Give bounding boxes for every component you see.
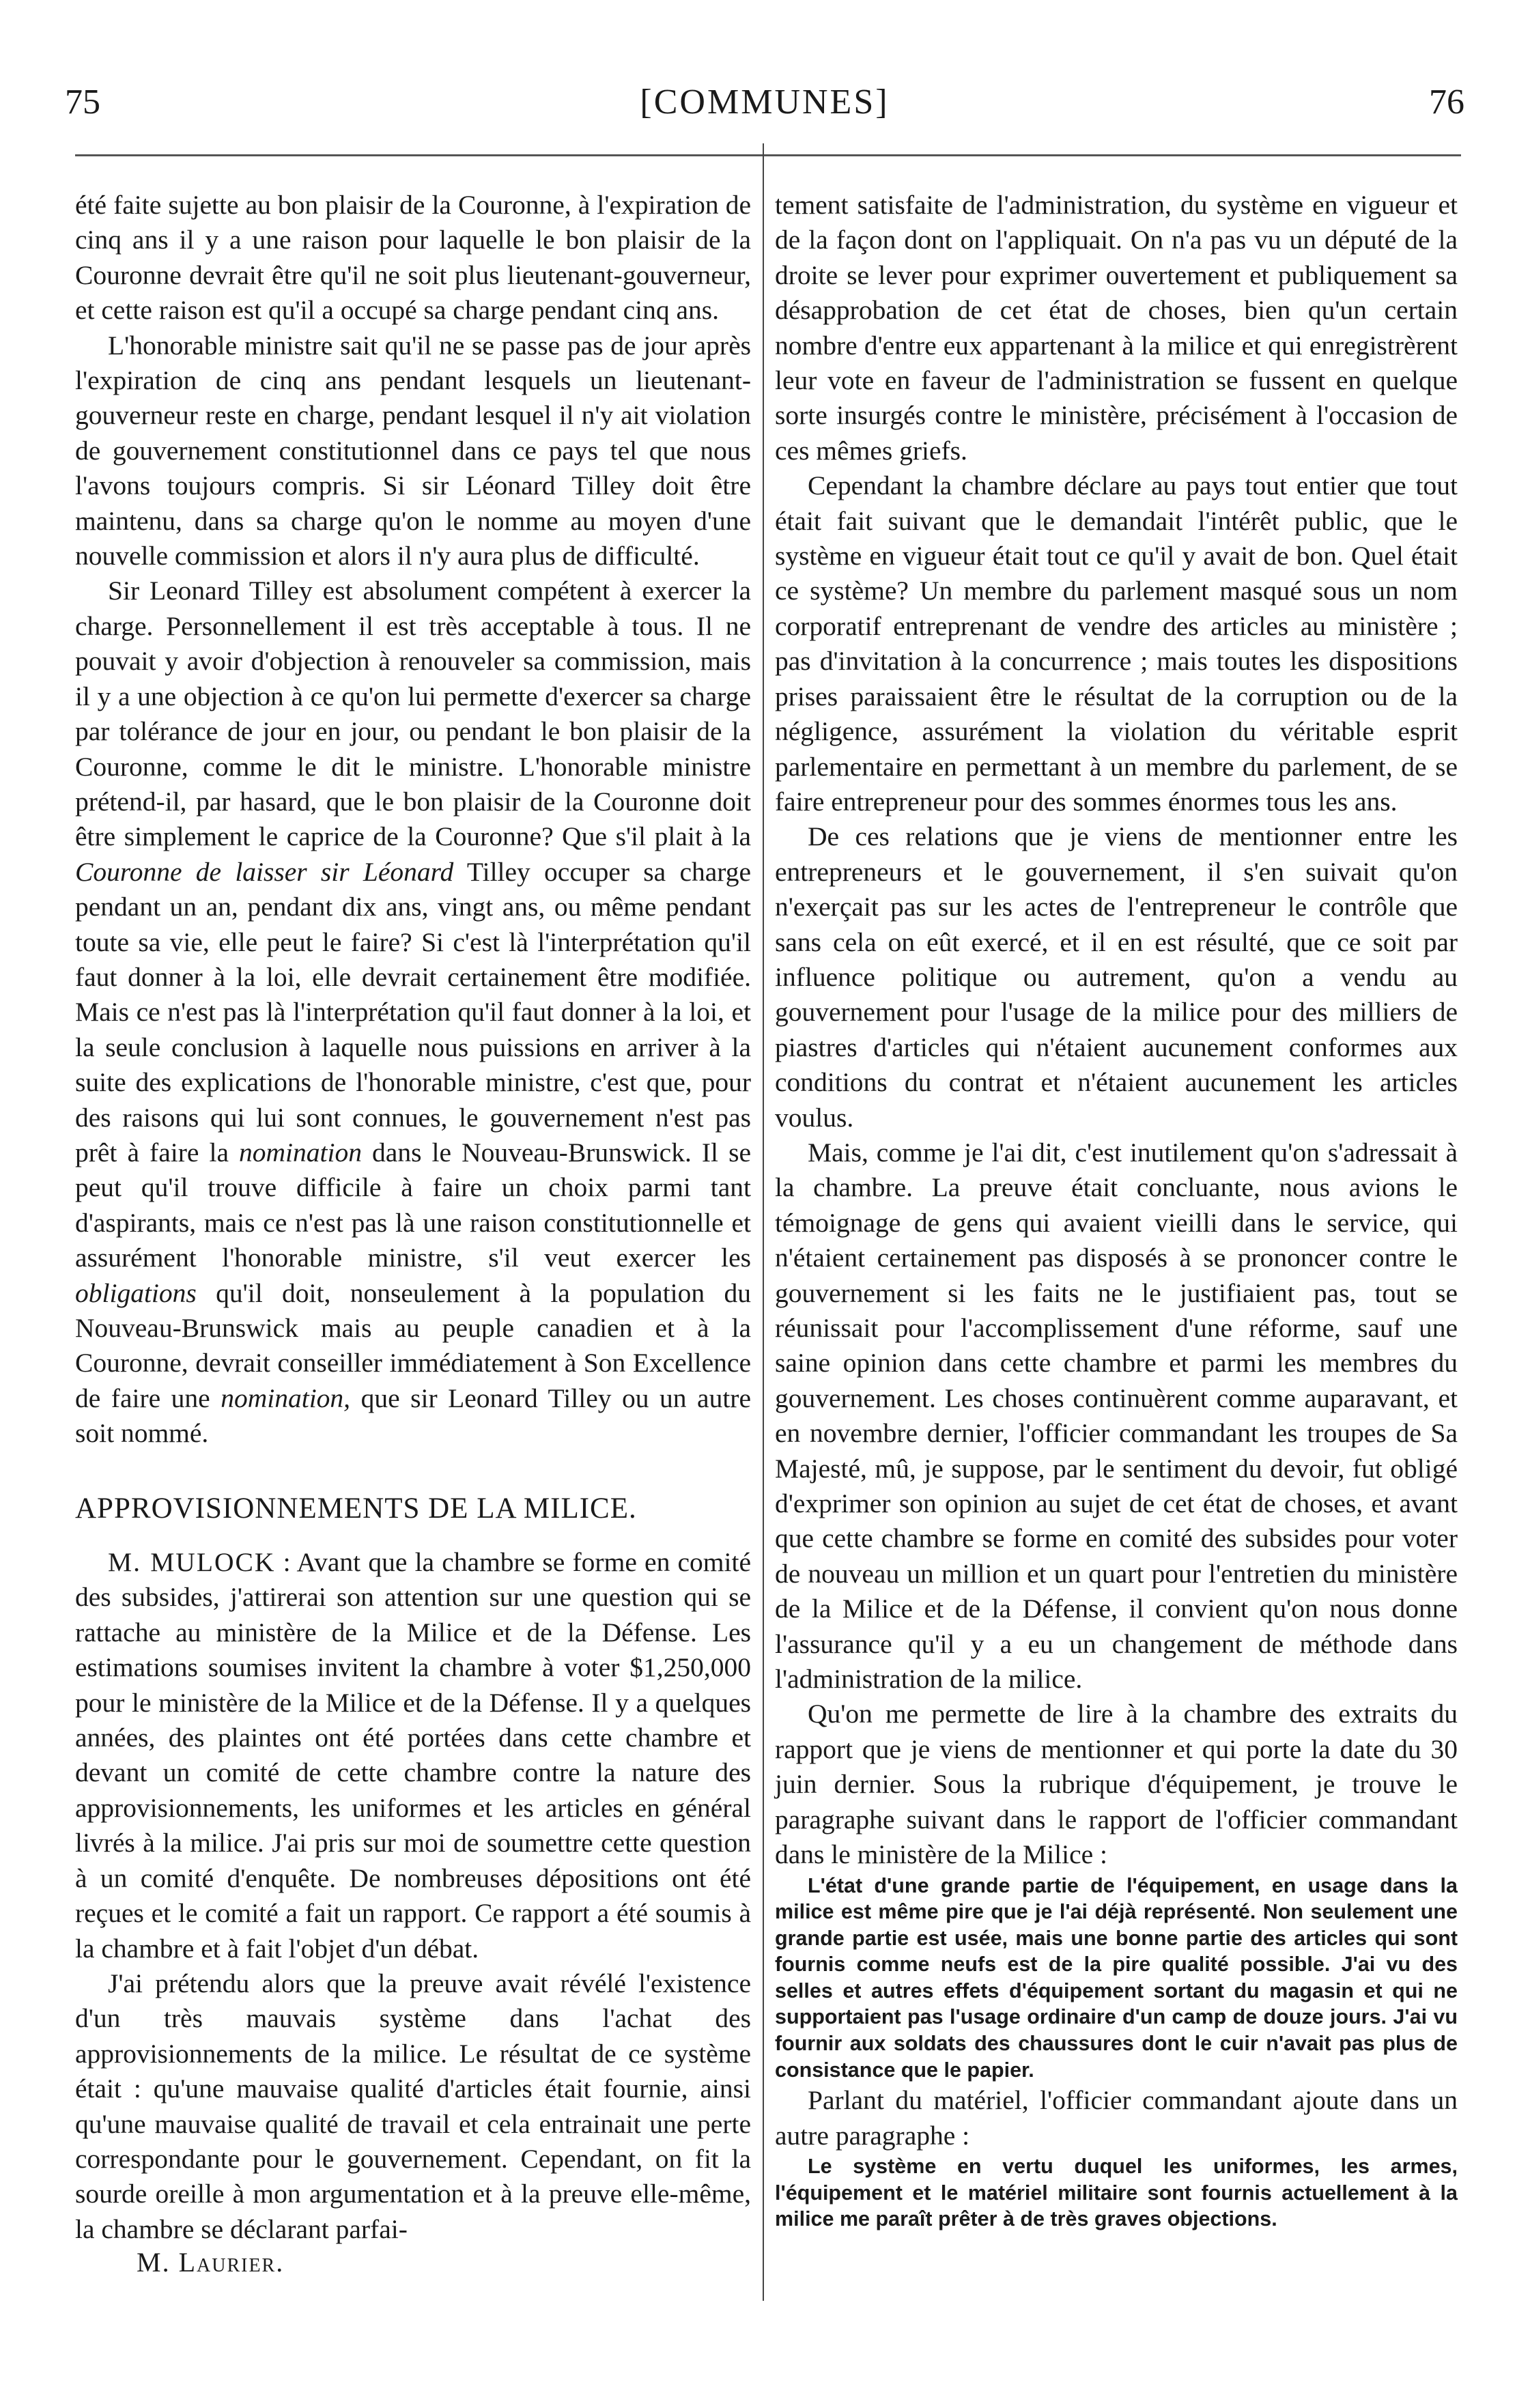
paragraph: Mais, comme je l'ai dit, c'est inutilement qu'on s'adressait à la chambre. La preuve était concluante, nous avions le témoignage de gens qui avaient vieilli dans le service, qui n'étaient certainement pas disposés à se prononcer contre le gouvernement si les faits ne le justifiaient pas, tout se réunissait pour l'accomplissement d'une réforme, sauf une saine opinion dans cette chambre et parmi les membres du gouvernement. Les choses continuèrent comme auparavant, et en novembre dernier, l'officier commandant les troupes de Sa Majesté, mû, je suppose, par le sentiment du devoir, fut obligé d'exprimer son opinion au sujet de cet état de choses, et avant que cette chambre se forme en comité des subsides pour voter de nouveau un million et un quart pour l'entretien du ministère de la Milice et de la Défense, il convient qu'on nous donne l'assurance qu'il y a eu un changement de méthode dans l'administration de la milice. xyxy=(775,1137,1458,1695)
header-rule xyxy=(75,154,1461,156)
footer-speaker: M. Laurier. xyxy=(137,2247,285,2278)
left-column xyxy=(75,188,751,2247)
text-run: dans le Nouveau-Brunswick. Il se peut qu'il trouve difficile à faire un choix parmi tant d'aspirants, mais ce n'est pas là une raison constitutionnelle et assurément l'honorable ministre, s'il veut exercer les xyxy=(75,1137,751,1273)
section-heading: APPROVISIONNEMENTS DE LA MILICE. xyxy=(75,1492,637,1525)
page-number-right: 76 xyxy=(1429,83,1464,122)
paragraph: Qu'on me permette de lire à la chambre des extraits du rapport que je viens de mentionner et qui porte la date du 30 juin dernier. Sous la rubrique d'équipement, je trouve le paragraphe suivant dans le rapport de l'officier commandant dans le ministère de la Milice : xyxy=(775,1699,1458,1870)
paragraph xyxy=(75,573,751,1451)
italic-run: obligations xyxy=(75,1277,197,1308)
speaker-name: M. MULOCK xyxy=(108,1547,276,1578)
italic-run: nomination, xyxy=(221,1383,351,1413)
italic-run: Couronne de laisser sir Léonard xyxy=(75,856,454,887)
text-run: Tilley occuper sa charge pendant un an, pendant dix ans, vingt ans, ou même pendant toute sa vie, elle peut le faire? Si c'est là l'interprétation qu'il faut donner à la loi, elle devrait certainement être modifiée. Mais ce n'est pas là l'interprétation qu'il faut donner à la loi, et la seule conclusion à laquelle nous puissions en arriver à la suite des explications de l'honorable ministre, c'est que, pour des raisons qui lui sont connues, le gouvernement n'est pas prêt à faire la xyxy=(75,856,751,1167)
paragraph xyxy=(75,1545,751,1966)
text-run: : Avant que la chambre se forme en comité des subsides, j'attirerai son attention sur une question qui se rattache au ministère de la Milice et de la Défense. Les estimations soumises invitent la chambre à voter $1,250,000 pour le ministère de la Milice et de la Défense. Il y a quelques années, des plaintes ont été portées dans cette chambre et devant un comité de cette chambre contre la nature des approvisionnements, les uniformes et les articles en général livrés à la milice. J'ai pris sur moi de soumettre cette question à un comité d'enquête. De nombreuses dépositions ont été reçues et le comité a fait un rapport. Ce rapport a été soumis à la chambre et à fait l'objet d'un débat. xyxy=(75,1547,751,1964)
paragraph: Parlant du matériel, l'officier commandant ajoute dans un autre paragraphe : xyxy=(775,2085,1458,2151)
paragraph: tement satisfaite de l'administration, du système en vigueur et de la façon dont on l'appliquait. On n'a pas vu un député de la droite se lever pour exprimer ouvertement et publiquement sa désapprobation de cet état de choses, bien qu'un certain nombre d'entre eux appartenant à la milice et qui enregistrèrent leur vote en faveur de l'administration se fussent en quelque sorte insurgés contre le ministère, précisément à l'occasion de ces mêmes griefs. xyxy=(775,190,1458,466)
paragraph: L'honorable ministre sait qu'il ne se passe pas de jour après l'expiration de cinq ans pendant lesquels un lieutenant-gouverneur reste en charge, pendant lesquel il n'y ait violation de gouvernement constitutionnel dans ce pays tel que nous l'avons toujours compris. Si sir Léonard Tilley doit être maintenu, dans sa charge qu'on le nomme au moyen d'une nouvelle commission et alors il n'y aura plus de difficulté. xyxy=(75,330,751,571)
running-title: [COMMUNES] xyxy=(640,83,890,122)
paragraph: été faite sujette au bon plaisir de la Couronne, à l'expiration de cinq ans il y a une raison pour laquelle le bon plaisir de la Couronne devrait être qu'il ne soit plus lieutenant-gouverneur, et cette raison est qu'il a occupé sa charge pendant cinq ans. xyxy=(75,190,751,326)
page-number-left: 75 xyxy=(65,83,100,122)
paragraph: Cependant la chambre déclare au pays tout entier que tout était fait suivant que le demandait l'intérêt public, que le système en vigueur était tout ce qu'il y avait de bon. Quel était ce système? Un membre du parlement masqué sous un nom corporatif entreprenant de vendre des articles au ministère ; pas d'invitation à la concurrence ; mais toutes les dispositions prises paraissaient être le résultat de la corruption ou de la négligence, assurément la violation du véritable esprit parlementaire en permettant à un membre du parlement, de se faire entrepreneur pour des sommes énormes tous les ans. xyxy=(775,470,1458,817)
paragraph: De ces relations que je viens de mentionner entre les entrepreneurs et le gouvernement, il s'en suivait qu'on n'exerçait pas sur les actes de l'entrepreneur le contrôle que sans cela on eût exercé, et il en est résulté, que ce soit par influence politique ou autrement, qu'on a vendu au gouvernement pour l'usage de la milice pour des milliers de piastres d'articles qui n'étaient aucunement conformes aux conditions du contrat et n'étaient aucunement les articles voulus. xyxy=(775,821,1458,1133)
page-header xyxy=(65,75,1464,130)
text-run: qu'il doit, nonseulement à la population du Nouveau-Brunswick mais au peuple canadien et à la Couronne, devrait conseiller immédiatement à Son Excellence de faire une xyxy=(75,1277,751,1413)
column-divider xyxy=(763,143,764,2301)
block-quote: Le système en vertu duquel les uniformes, les armes, l'équipement et le matériel militaire sont fournis actuellement à la milice me paraît prêter à de très graves objections. xyxy=(775,2155,1458,2231)
italic-run: nomination xyxy=(239,1137,362,1167)
text-run: Sir Leonard Tilley est absolument compétent à exercer la charge. Personnellement il est très acceptable à tous. Il ne pouvait y avoir d'objection à renouveler sa commission, mais il y a une objection à ce qu'on lui permette d'exercer sa charge par tolérance de jour en jour, ou pendant le bon plaisir de la Couronne, comme le dit le ministre. L'honorable ministre prétend-il, par hasard, que le bon plaisir de la Couronne doit être simplement le caprice de la Couronne? Que s'il plait à la xyxy=(75,576,751,852)
text-run: que sir Leonard Tilley ou un autre soit nommé. xyxy=(75,1383,751,1449)
block-quote: L'état d'une grande partie de l'équipement, en usage dans la milice est même pire que je l'ai déjà représenté. Non seulement une grande partie est usée, mais une bonne partie des articles qui sont fournis comme neufs est de la pire qualité possible. J'ai vu des selles et autres effets d'équipement sortant du magasin et qui ne supportaient pas l'usage ordinaire d'un camp de douze jours. J'ai vu fournir aux soldats des chaussures dont le cuir n'avait pas plus de consistance que le papier. xyxy=(775,1873,1458,2082)
paragraph: J'ai prétendu alors que la preuve avait révélé l'existence d'un très mauvais système dans l'achat des approvisionnements de la milice. Le résultat de ce système était : qu'une mauvaise qualité d'articles était fournie, ainsi qu'une mauvaise qualité de travail et cela entrainait une perte correspondante pour le gouvernement. Cependant, on fit la sourde oreille à mon argumentation et à la preuve elle-même, la chambre se déclarant parfai- xyxy=(75,1968,751,2244)
right-column xyxy=(775,188,1458,2233)
